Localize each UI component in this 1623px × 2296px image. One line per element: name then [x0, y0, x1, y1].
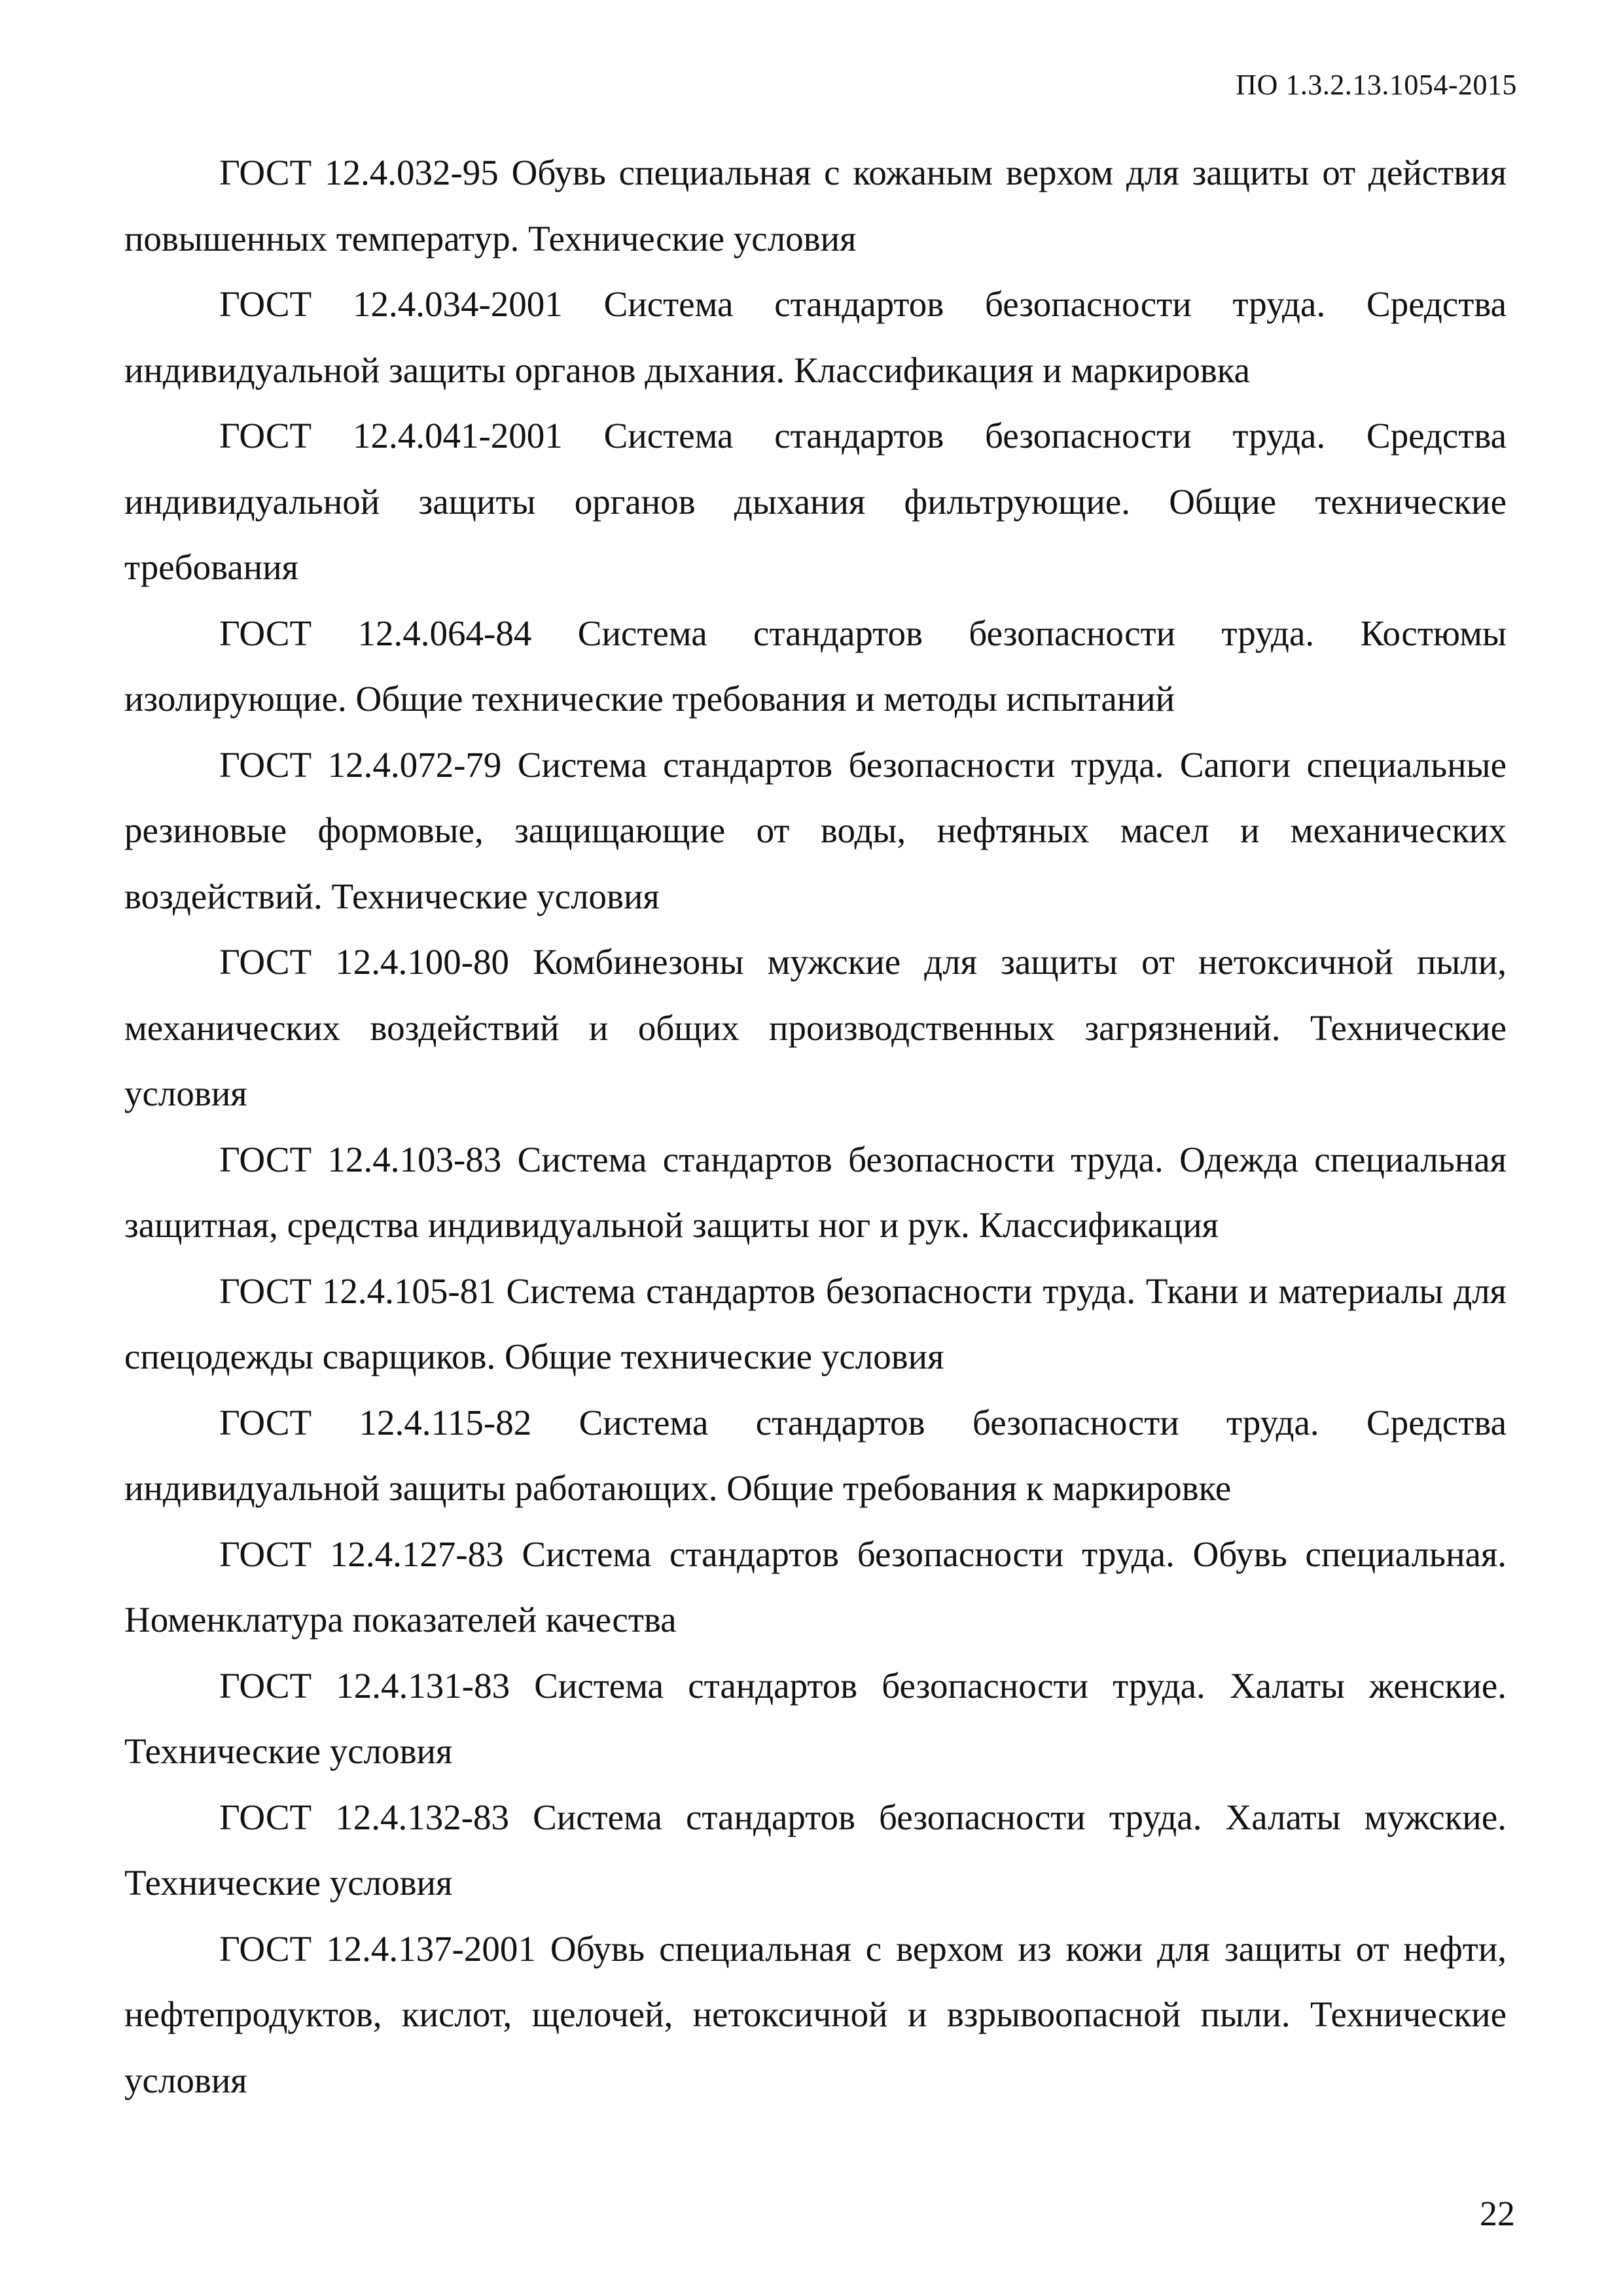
standards-list: [124, 140, 1507, 2113]
standard-entry: ГОСТ 12.4.115-82 Система стандартов безопасности труда. Средства индивидуальной защиты работающих. Общие требования к маркировке: [124, 1402, 1507, 1508]
standard-entry: ГОСТ 12.4.072-79 Система стандартов безопасности труда. Сапоги специальные резиновые формовые, защищающие от воды, нефтяных масел и механических воздействий. Технические условия: [124, 744, 1507, 916]
standard-entry: ГОСТ 12.4.032-95 Обувь специальная с кожаным верхом для защиты от действия повышенных температур. Технические условия: [124, 152, 1507, 259]
document-code: ПО 1.3.2.13.1054-2015: [1236, 69, 1517, 101]
standard-entry: ГОСТ 12.4.064-84 Система стандартов безопасности труда. Костюмы изолирующие. Общие технические требования и методы испытаний: [124, 613, 1507, 719]
standard-entry: ГОСТ 12.4.131-83 Система стандартов безопасности труда. Халаты женские. Технические условия: [124, 1665, 1507, 1771]
standard-entry: ГОСТ 12.4.105-81 Система стандартов безопасности труда. Ткани и материалы для спецодежды сварщиков. Общие технические условия: [124, 1270, 1507, 1376]
standard-entry: ГОСТ 12.4.137-2001 Обувь специальная с верхом из кожи для защиты от нефти, нефтепродуктов, кислот, щелочей, нетоксичной и взрывоопасной пыли. Технические условия: [124, 1928, 1507, 2100]
standard-entry: ГОСТ 12.4.034-2001 Система стандартов безопасности труда. Средства индивидуальной защиты органов дыхания. Классификация и маркировка: [124, 284, 1507, 390]
standard-entry: ГОСТ 12.4.132-83 Система стандартов безопасности труда. Халаты мужские. Технические условия: [124, 1797, 1507, 1903]
standard-entry: ГОСТ 12.4.041-2001 Система стандартов безопасности труда. Средства индивидуальной защиты органов дыхания фильтрующие. Общие технические требования: [124, 416, 1507, 587]
standard-entry: ГОСТ 12.4.127-83 Система стандартов безопасности труда. Обувь специальная. Номенклатура показателей качества: [124, 1534, 1507, 1640]
page-number: 22: [1480, 2194, 1515, 2233]
standard-entry: ГОСТ 12.4.100-80 Комбинезоны мужские для защиты от нетоксичной пыли, механических воздействий и общих производственных загрязнений. Технические условия: [124, 942, 1507, 1113]
standard-entry: ГОСТ 12.4.103-83 Система стандартов безопасности труда. Одежда специальная защитная, средства индивидуальной защиты ног и рук. Классификация: [124, 1139, 1507, 1245]
